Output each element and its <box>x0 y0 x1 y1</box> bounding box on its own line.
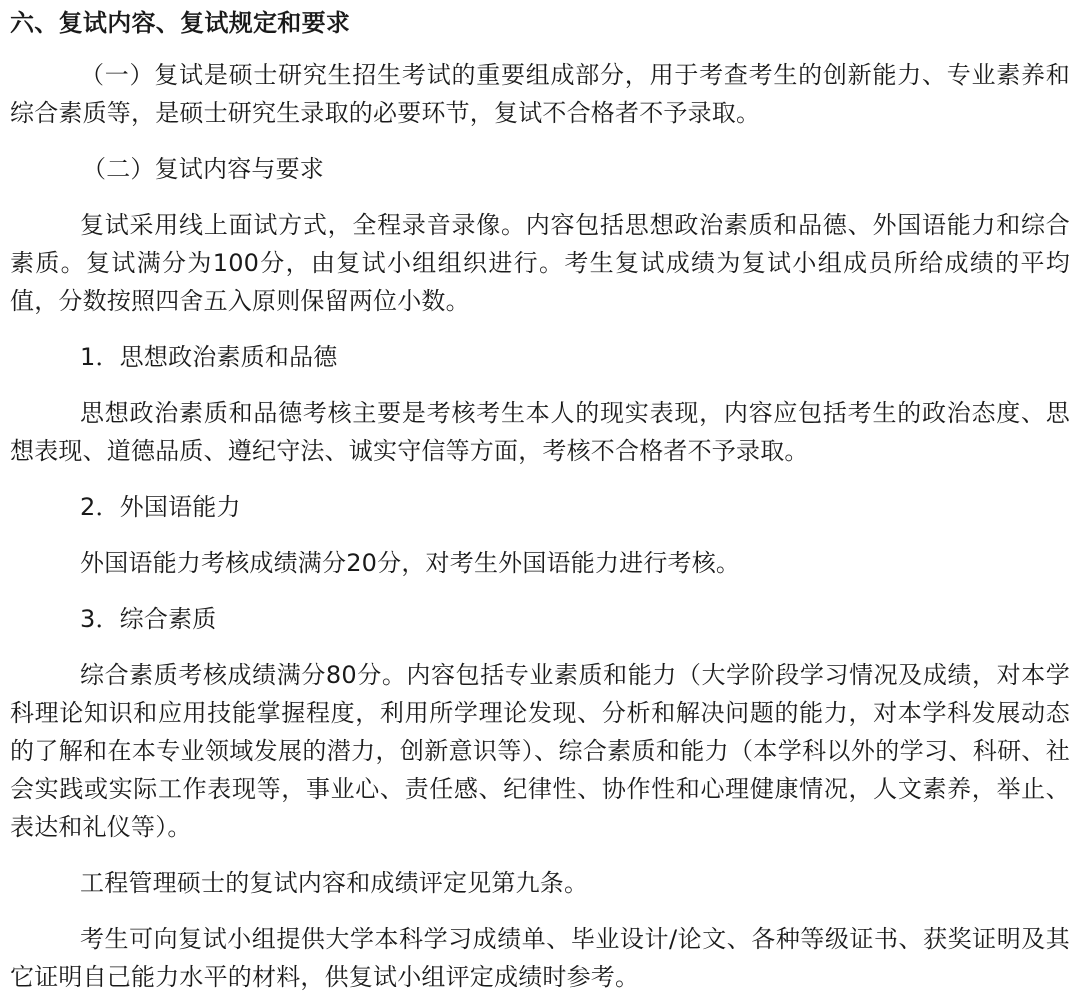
item-title-foreign-language: 2．外国语能力 <box>80 493 241 521</box>
paragraph-emba-note: 工程管理硕士的复试内容和成绩评定见第九条。 <box>80 869 589 897</box>
item-title-comprehensive: 3．综合素质 <box>80 605 217 633</box>
item-text-political: 思想政治素质和品德考核主要是考核考生本人的现实表现，内容应包括考生的政治态度、思想表现、道德品质、遵纪守法、诚实守信等方面，考核不合格者不予录取。 <box>10 399 1070 465</box>
paragraph-retest-method: 复试采用线上面试方式，全程录音录像。内容包括思想政治素质和品德、外国语能力和综合素质。复试满分为100分，由复试小组组织进行。考生复试成绩为复试小组成员所给成绩的平均值，分数按照四舍五入原则保留两位小数。 <box>10 211 1070 315</box>
item-text-comprehensive: 综合素质考核成绩满分80分。内容包括专业素质和能力（大学阶段学习情况及成绩，对本学科理论知识和应用技能掌握程度，利用所学理论发现、分析和解决问题的能力，对本学科发展动态的了解和在本专业领域发展的潜力，创新意识等）、综合素质和能力（本学科以外的学习、科研、社会实践或实际工作表现等，事业心、责任感、纪律性、协作性和心理健康情况，人文素养，举止、表达和礼仪等）。 <box>10 661 1070 841</box>
subheading-retest-content: （二）复试内容与要求 <box>82 155 324 183</box>
item-text-foreign-language: 外国语能力考核成绩满分20分，对考生外国语能力进行考核。 <box>80 549 741 577</box>
item-title-political: 1．思想政治素质和品德 <box>80 343 338 371</box>
paragraph-retest-purpose: （一）复试是硕士研究生招生考试的重要组成部分，用于考查考生的创新能力、专业素养和综合素质等，是硕士研究生录取的必要环节，复试不合格者不予录取。 <box>10 61 1070 127</box>
section-heading: 六、复试内容、复试规定和要求 <box>10 9 351 37</box>
paragraph-supporting-materials: 考生可向复试小组提供大学本科学习成绩单、毕业设计/论文、各种等级证书、获奖证明及其它证明自己能力水平的材料，供复试小组评定成绩时参考。 <box>10 925 1070 991</box>
